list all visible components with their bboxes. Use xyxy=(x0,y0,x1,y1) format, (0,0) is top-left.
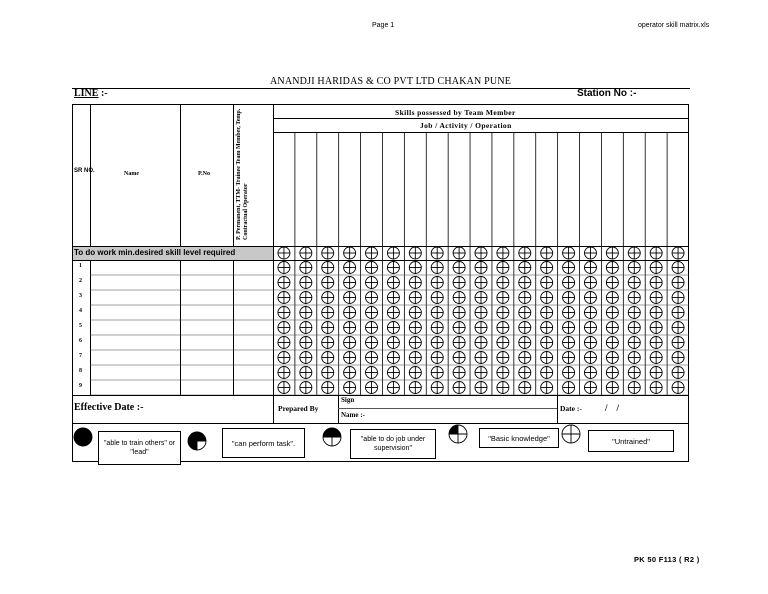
row-number: 9 xyxy=(79,383,82,389)
form-code: PK 50 F113 ( R2 ) xyxy=(634,555,700,564)
legend-level-4-icon xyxy=(74,428,92,446)
date-slashes: / / xyxy=(605,403,620,413)
sign-label: Sign xyxy=(341,396,355,404)
legend-level-3-icon xyxy=(188,432,206,450)
row-number: 6 xyxy=(79,338,82,344)
row-number: 4 xyxy=(79,308,82,314)
legend-level-1-icon xyxy=(449,425,467,443)
footer-name-label: Name :- xyxy=(341,411,365,419)
prepared-by: Prepared By xyxy=(278,404,319,413)
sr-no-header: SR NO. xyxy=(74,168,95,174)
name-header: Name xyxy=(124,171,139,177)
row-number: 7 xyxy=(79,353,82,359)
legend-level-0-icon xyxy=(562,425,580,443)
date-label: Date :- xyxy=(560,404,582,413)
row-number: 2 xyxy=(79,278,82,284)
category-header: P. Permanent, TTM- Trainee Team Member, Temp. Contractual Operator xyxy=(236,108,249,240)
file-name: operator skill matrix.xls xyxy=(638,22,710,29)
station-field: Station No :- xyxy=(577,88,637,99)
row-number: 8 xyxy=(79,368,82,374)
row-number: 3 xyxy=(79,293,82,299)
skills-title: Skills possessed by Team Member xyxy=(395,108,516,117)
company-title: ANANDJI HARIDAS & CO PVT LTD CHAKAN PUNE xyxy=(270,76,512,87)
legend-level-4-text: "able to train others" or "lead" xyxy=(98,431,181,465)
row-number: 5 xyxy=(79,323,82,329)
legend-level-1-text: "Basic knowledge" xyxy=(479,428,559,448)
line-suffix: :- xyxy=(98,88,108,99)
effective-date: Effective Date :- xyxy=(74,402,144,413)
legend-level-3-text: "can perform task". xyxy=(222,428,305,458)
line-label: LINE xyxy=(74,88,99,99)
legend-level-0-text: "Untrained" xyxy=(588,430,674,452)
page-number: Page 1 xyxy=(372,22,395,29)
row-number: 1 xyxy=(79,263,82,269)
pno-header: P.No xyxy=(198,171,210,177)
min-required-label: To do work min.desired skill level required xyxy=(74,248,236,257)
legend-level-2-text: "able to do job under supervision" xyxy=(350,429,436,459)
job-title: Job / Activity / Operation xyxy=(420,121,512,130)
legend-level-2-icon xyxy=(323,428,341,446)
